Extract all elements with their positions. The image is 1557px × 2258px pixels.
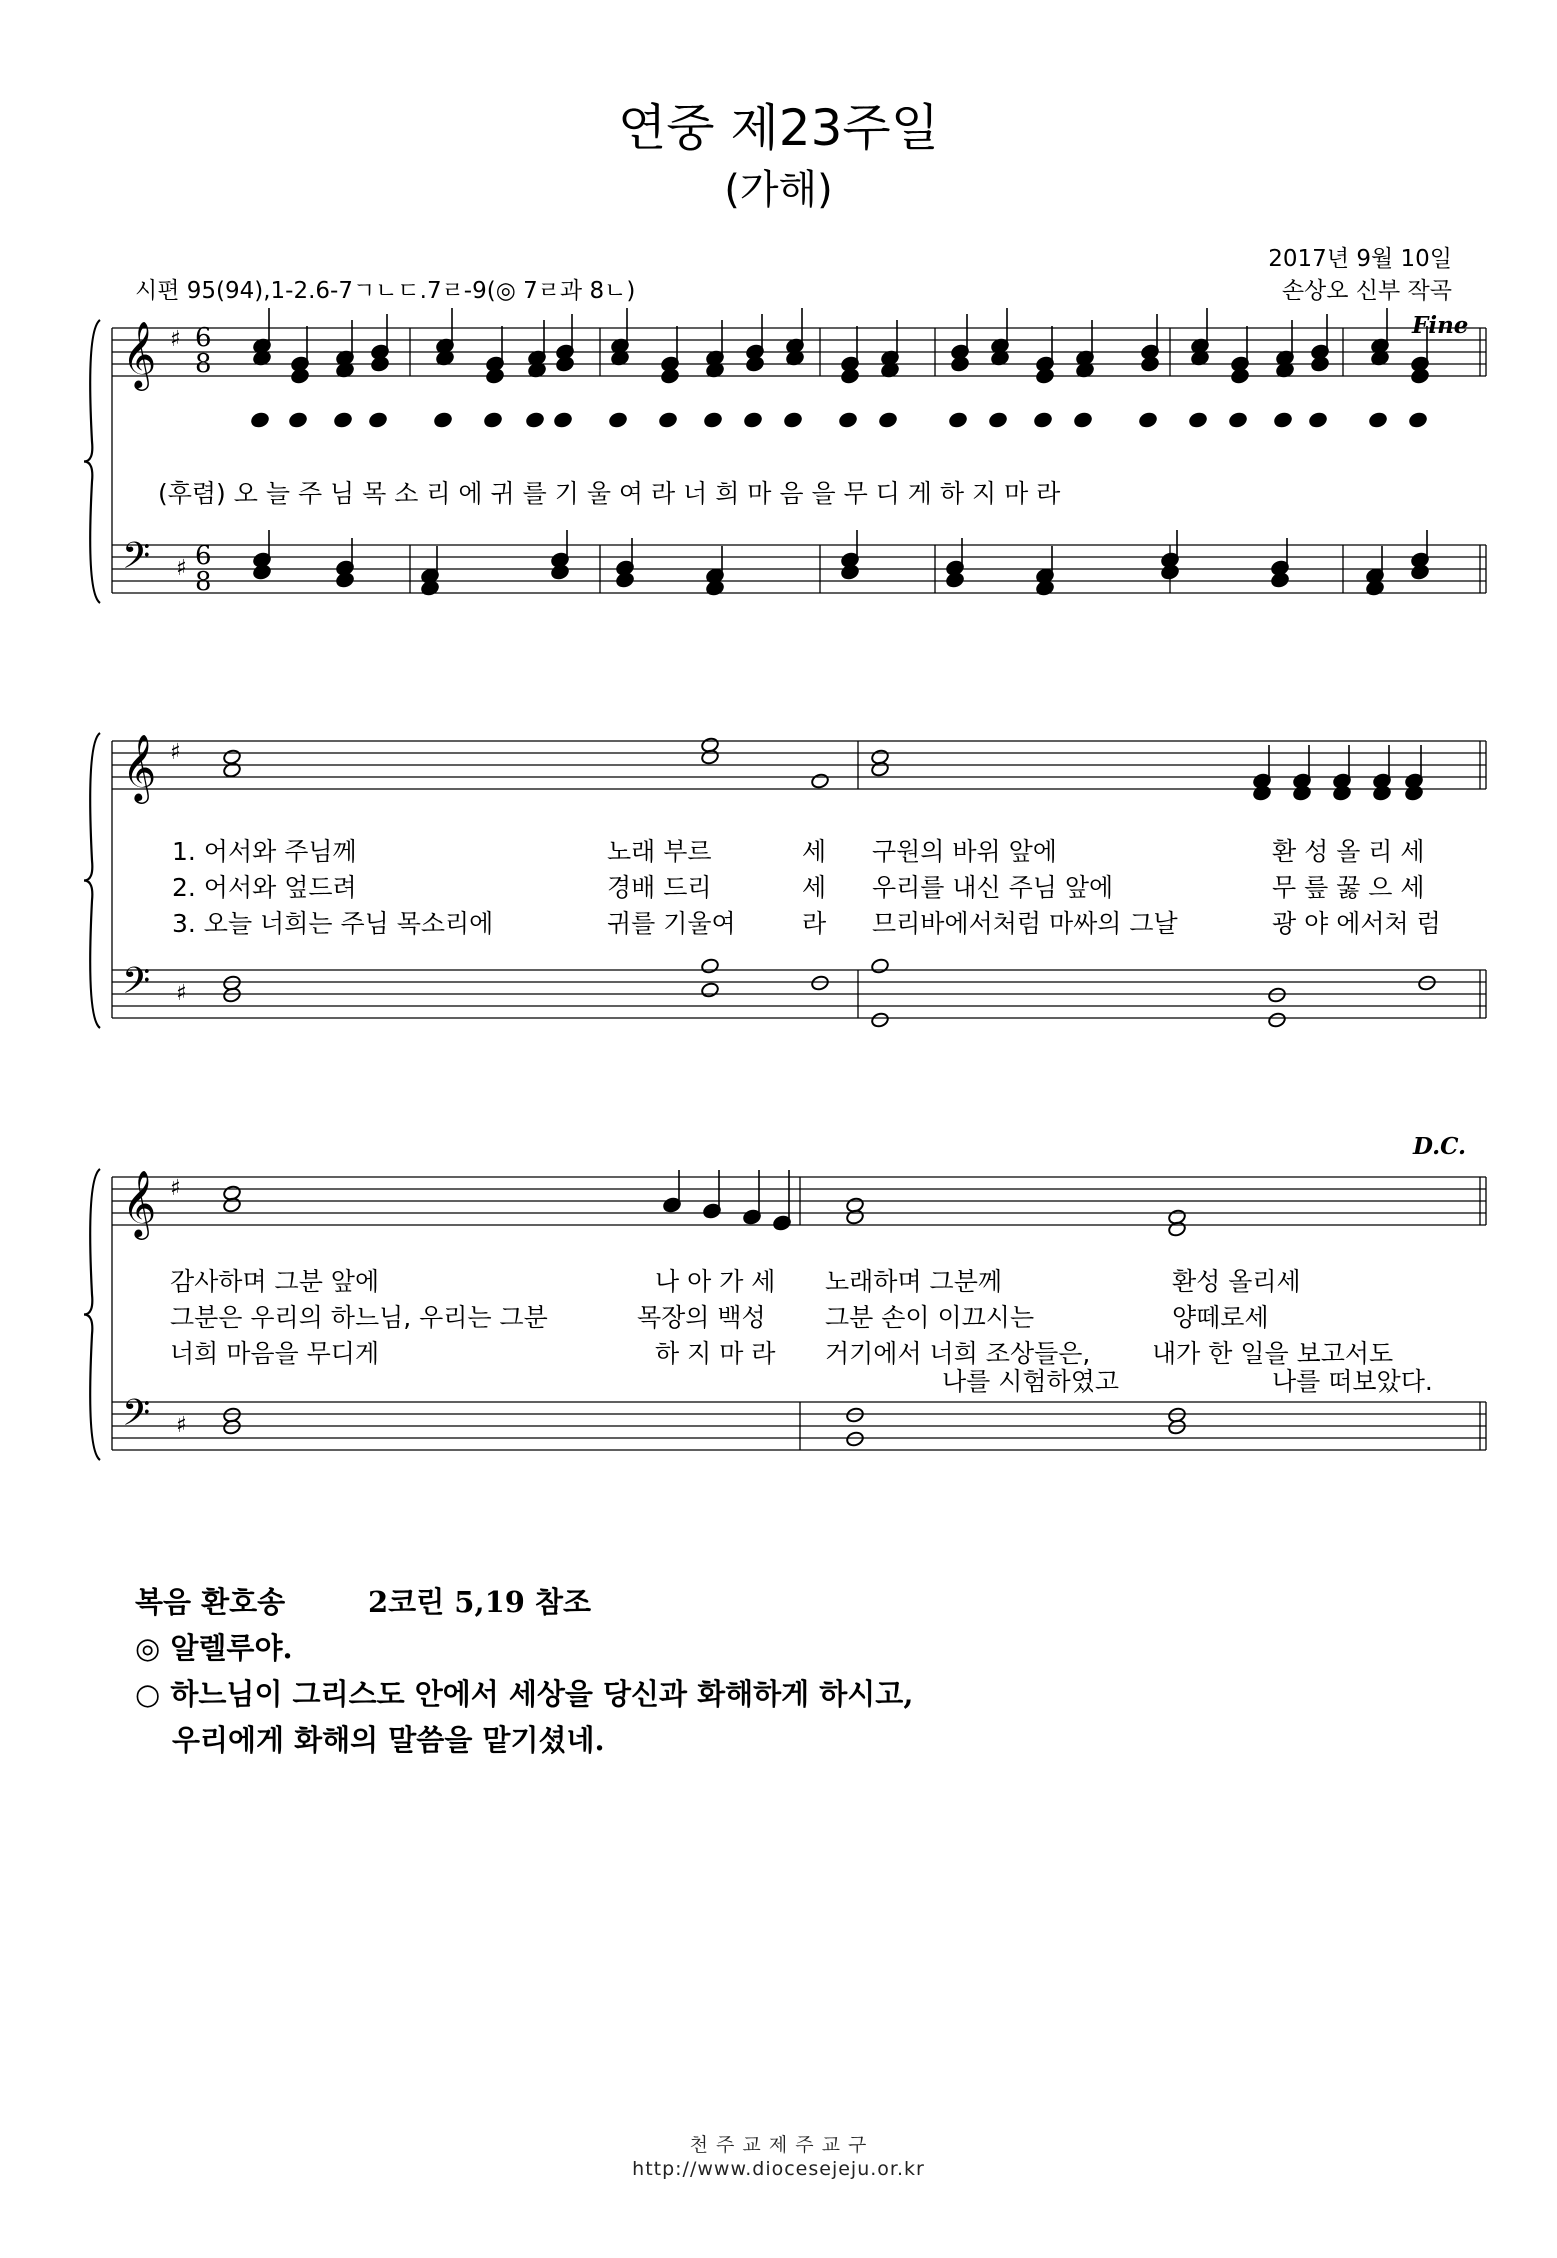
- key-signature-sharp: ♯: [176, 1413, 187, 1438]
- verse-note: [845, 1209, 864, 1226]
- refrain-alto-note: [1408, 412, 1427, 429]
- refrain-alto-note: [483, 412, 502, 429]
- refrain-alto-note: [1308, 412, 1327, 429]
- key-signature-sharp: ♯: [170, 740, 181, 765]
- key-signature-sharp: ♯: [176, 981, 187, 1006]
- refrain-note: [950, 356, 969, 373]
- refrain-alto-note: [1138, 412, 1157, 429]
- refrain-alto-note: [783, 412, 802, 429]
- verse-bass-note: [810, 975, 829, 992]
- v2-part1: 2. 어서와 엎드려: [172, 873, 357, 902]
- verse-bass-note: [1267, 1012, 1286, 1029]
- fine-mark: Fine: [1412, 312, 1469, 339]
- verse-bass-note: [222, 1419, 241, 1436]
- system-brace: [84, 320, 100, 603]
- gospel-verse-line1: ○ 하느님이 그리스도 안에서 세상을 당신과 화해하게 하시고,: [135, 1677, 914, 1711]
- bass-note: [420, 580, 439, 597]
- bass-note: [1410, 564, 1429, 581]
- footer-url: http://www.diocesejeju.or.kr: [632, 2158, 925, 2180]
- v2-part4: 우리를 내신 주님 앞에: [872, 873, 1114, 902]
- s3-v2-part3: 그분 손이 이끄시는: [825, 1303, 1035, 1332]
- psalm-reference: 시편 95(94),1-2.6-7ㄱㄴㄷ.7ㄹ-9(◎ 7ㄹ과 8ㄴ): [135, 278, 636, 304]
- refrain-note: [1140, 356, 1159, 373]
- treble-clef: 𝄞: [122, 320, 157, 388]
- refrain-alto-note: [333, 412, 352, 429]
- key-signature-sharp: ♯: [170, 327, 181, 352]
- bass-clef: 𝄢: [122, 535, 151, 586]
- refrain-note: [745, 356, 764, 373]
- gospel-verse-line2: 우리에게 화해의 말씀을 맡기셨네.: [172, 1723, 605, 1757]
- system-brace: [84, 733, 100, 1028]
- refrain-alto-note: [288, 412, 307, 429]
- s3-v3b-part1: 나를 시험하였고: [942, 1367, 1119, 1396]
- bass-note: [335, 572, 354, 589]
- v2-part2: 경배 드리: [607, 873, 712, 902]
- v3-part1: 3. 오늘 너희는 주님 목소리에: [172, 909, 494, 938]
- s3-v3-part1: 너희 마음을 무디게: [170, 1339, 380, 1368]
- bass-note: [840, 564, 859, 581]
- verse-note: [810, 773, 829, 790]
- bass-note: [615, 572, 634, 589]
- refrain-note: [1410, 368, 1429, 385]
- time-signature-bottom: 8: [195, 349, 212, 379]
- refrain-alto-note: [1228, 412, 1247, 429]
- verse-bass-note: [845, 1431, 864, 1448]
- s3-v2-part1: 그분은 우리의 하느님, 우리는 그분: [170, 1303, 548, 1332]
- verse-note: [870, 761, 889, 778]
- bass-clef: 𝄢: [122, 960, 151, 1011]
- bass-note: [550, 564, 569, 581]
- v3-part5: 광 야 에서처 럼: [1272, 909, 1441, 938]
- gospel-reference: 2코린 5,19 참조: [368, 1585, 592, 1619]
- verse-note: [1404, 785, 1423, 802]
- verse-note: [222, 762, 241, 779]
- s3-v2-part2: 목장의 백성: [637, 1303, 766, 1332]
- v3-part4: 므리바에서처럼 마싸의 그날: [872, 909, 1178, 938]
- verse-bass-note: [1267, 987, 1286, 1004]
- time-signature-top: 6: [195, 323, 212, 353]
- key-signature-sharp: ♯: [176, 556, 187, 581]
- verse-note: [1252, 785, 1271, 802]
- refrain-note: [485, 368, 504, 385]
- refrain-alto-note: [878, 412, 897, 429]
- s3-v3-part3: 거기에서 너희 조상들은,: [825, 1339, 1091, 1368]
- v1-part1: 1. 어서와 주님께: [172, 837, 357, 866]
- v1-part5: 환 성 올 리 세: [1272, 837, 1425, 866]
- bass-note: [705, 580, 724, 597]
- refrain-alto-note: [743, 412, 762, 429]
- verse-note: [1167, 1221, 1186, 1238]
- system-brace: [84, 1169, 100, 1460]
- key-signature-sharp: ♯: [170, 1176, 181, 1201]
- footer-org: 천 주 교 제 주 교 구: [689, 2134, 868, 2156]
- v1-part2: 노래 부르: [607, 837, 712, 866]
- composer: 손상오 신부 작곡: [1281, 278, 1452, 304]
- refrain-note: [555, 356, 574, 373]
- verse-bass-note: [700, 958, 719, 975]
- refrain-alto-note: [433, 412, 452, 429]
- s3-v2-part4: 양떼로세: [1172, 1303, 1269, 1332]
- refrain-alto-note: [608, 412, 627, 429]
- v2-part3: 세: [802, 873, 827, 902]
- refrain-note: [290, 368, 309, 385]
- page-title: 연중 제23주일: [617, 99, 940, 157]
- refrain-alto-note: [553, 412, 572, 429]
- s3-v1-part1: 감사하며 그분 앞에: [170, 1267, 380, 1296]
- page-subtitle: (가해): [724, 167, 833, 213]
- verse-bass-note: [870, 958, 889, 975]
- bass-note: [252, 564, 271, 581]
- bass-clef: 𝄢: [122, 1392, 151, 1443]
- verse-bass-note: [700, 982, 719, 999]
- dc-mark: D.C.: [1413, 1133, 1467, 1160]
- verse-note: [1372, 785, 1391, 802]
- refrain-note: [370, 356, 389, 373]
- v3-part3: 라: [802, 909, 827, 938]
- refrain-note: [660, 368, 679, 385]
- refrain-alto-note: [948, 412, 967, 429]
- v3-part2: 귀를 기울여: [607, 909, 736, 938]
- verse-bass-note: [1167, 1419, 1186, 1436]
- refrain-lyrics: (후렴) 오 늘 주 님 목 소 리 에 귀 를 기 울 여 라 너 희 마 음 을 무 디 게 하 지 마 라: [158, 479, 1061, 508]
- bass-note: [1270, 572, 1289, 589]
- s3-v3-part2: 하 지 마 라: [655, 1339, 776, 1368]
- s3-v3-part4: 내가 한 일을 보고서도: [1152, 1339, 1394, 1368]
- refrain-alto-note: [988, 412, 1007, 429]
- verse-bass-note: [1417, 975, 1436, 992]
- refrain-note: [1035, 368, 1054, 385]
- v1-part4: 구원의 바위 앞에: [872, 837, 1057, 866]
- s3-v1-part4: 환성 올리세: [1172, 1267, 1301, 1296]
- v1-part3: 세: [802, 837, 827, 866]
- treble-clef: 𝄞: [122, 1169, 157, 1237]
- s3-v3b-part2: 나를 떠보았다.: [1272, 1367, 1433, 1396]
- v2-part5: 무 릎 꿇 으 세: [1272, 873, 1425, 902]
- s3-v1-part2: 나 아 가 세: [655, 1267, 776, 1296]
- time-signature-bottom: 8: [195, 567, 212, 597]
- bass-note: [1160, 564, 1179, 581]
- verse-bass-note: [845, 1407, 864, 1424]
- refrain-alto-note: [1368, 412, 1387, 429]
- refrain-alto-note: [1033, 412, 1052, 429]
- refrain-alto-note: [1188, 412, 1207, 429]
- verse-note: [222, 1197, 241, 1214]
- refrain-alto-note: [368, 412, 387, 429]
- treble-clef: 𝄞: [122, 733, 157, 801]
- refrain-alto-note: [838, 412, 857, 429]
- verse-bass-note: [222, 987, 241, 1004]
- s3-v1-part3: 노래하며 그분께: [825, 1267, 1002, 1296]
- verse-note: [700, 749, 719, 766]
- refrain-alto-note: [1273, 412, 1292, 429]
- refrain-note: [1310, 356, 1329, 373]
- bass-note: [945, 572, 964, 589]
- bass-note: [1035, 580, 1054, 597]
- verse-note: [1292, 785, 1311, 802]
- gospel-response: ◎ 알렐루야.: [135, 1631, 293, 1665]
- refrain-note: [1230, 368, 1249, 385]
- refrain-alto-note: [1073, 412, 1092, 429]
- time-signature-top: 6: [195, 541, 212, 571]
- date: 2017년 9월 10일: [1268, 246, 1452, 272]
- gospel-label: 복음 환호송: [135, 1585, 286, 1619]
- refrain-alto-note: [703, 412, 722, 429]
- refrain-alto-note: [525, 412, 544, 429]
- refrain-alto-note: [658, 412, 677, 429]
- verse-note: [1332, 785, 1351, 802]
- refrain-alto-note: [250, 412, 269, 429]
- bass-note: [1365, 580, 1384, 597]
- refrain-note: [840, 368, 859, 385]
- verse-bass-note: [870, 1012, 889, 1029]
